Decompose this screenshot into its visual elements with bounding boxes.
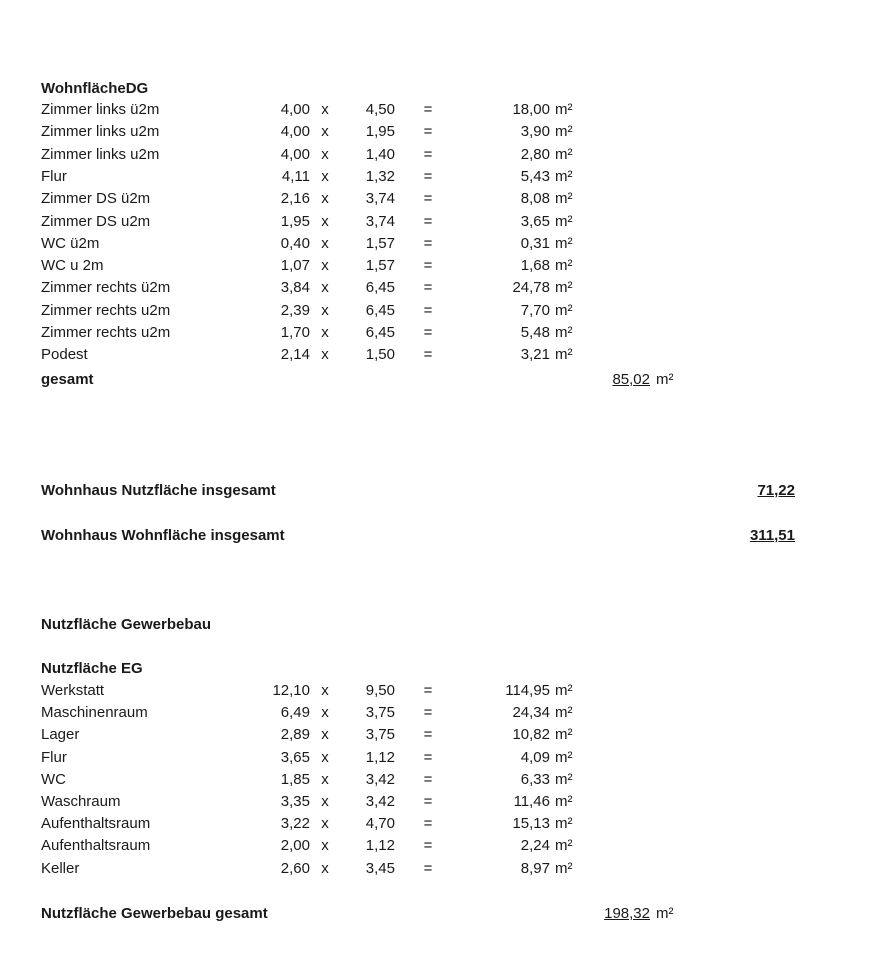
table-row <box>0 793 882 811</box>
area-unit: m² <box>555 212 573 230</box>
width-value: 4,50 <box>365 101 395 118</box>
equals-sign: = <box>423 279 433 297</box>
length-value: 2,89 <box>280 726 310 744</box>
area-unit: m² <box>555 123 573 141</box>
equals-sign: = <box>423 748 433 766</box>
area-unit: m² <box>555 682 573 699</box>
table-row <box>0 346 882 364</box>
room-name: Zimmer DS u2m <box>41 212 151 230</box>
equals-sign: = <box>423 301 433 319</box>
equals-sign: = <box>423 123 433 141</box>
width-value: 1,50 <box>365 346 395 364</box>
room-name: Zimmer links ü2m <box>41 101 160 118</box>
area-unit: m² <box>555 234 573 252</box>
times-sign: x <box>321 748 329 766</box>
area-value: 6,33 <box>520 770 550 788</box>
times-sign: x <box>321 301 329 319</box>
times-sign: x <box>321 257 329 275</box>
gewerbe-eg-heading: Nutzfläche EG <box>41 660 143 677</box>
equals-sign: = <box>423 346 433 364</box>
times-sign: x <box>321 167 329 185</box>
equals-sign: = <box>423 190 433 208</box>
table-row <box>0 302 882 320</box>
area-unit: m² <box>555 726 573 744</box>
area-value: 0,31 <box>520 234 550 252</box>
length-value: 1,70 <box>280 324 310 341</box>
equals-sign: = <box>423 257 433 275</box>
length-value: 6,49 <box>280 704 310 722</box>
room-name: Zimmer rechts u2m <box>41 324 171 341</box>
area-value: 18,00 <box>512 101 550 118</box>
times-sign: x <box>321 145 329 163</box>
length-value: 4,00 <box>280 123 310 141</box>
length-value: 4,00 <box>280 145 310 163</box>
area-value: 8,08 <box>520 190 550 208</box>
width-value: 6,45 <box>365 279 395 297</box>
area-unit: m² <box>555 167 573 185</box>
table-row <box>0 279 882 297</box>
room-name: WC u 2m <box>41 257 104 275</box>
gewerbe-total-unit: m² <box>656 905 674 922</box>
times-sign: x <box>321 793 329 810</box>
times-sign: x <box>321 123 329 141</box>
area-unit: m² <box>555 324 573 341</box>
times-sign: x <box>321 815 329 833</box>
area-unit: m² <box>555 190 573 208</box>
equals-sign: = <box>423 859 433 877</box>
equals-sign: = <box>423 101 433 118</box>
length-value: 3,22 <box>280 815 310 833</box>
table-row <box>0 749 882 767</box>
room-name: Zimmer links u2m <box>41 123 160 141</box>
room-name: Waschraum <box>41 793 121 810</box>
length-value: 12,10 <box>272 682 310 699</box>
area-unit: m² <box>555 279 573 297</box>
room-name: Aufenthaltsraum <box>41 837 151 855</box>
table-row <box>0 257 882 275</box>
length-value: 4,00 <box>280 101 310 118</box>
width-value: 3,45 <box>365 859 395 877</box>
area-unit: m² <box>555 859 573 877</box>
times-sign: x <box>321 837 329 855</box>
room-name: Zimmer rechts u2m <box>41 301 171 319</box>
room-name: Zimmer rechts ü2m <box>41 279 171 297</box>
equals-sign: = <box>423 167 433 185</box>
area-unit: m² <box>555 837 573 855</box>
table-row <box>0 235 882 253</box>
dg-total-value: 85,02 <box>612 371 650 388</box>
wohnhaus-nutzflaeche-label: Wohnhaus Nutzfläche insgesamt <box>41 482 276 499</box>
area-value: 3,65 <box>520 212 550 230</box>
table-row <box>0 771 882 789</box>
area-value: 11,46 <box>513 793 550 810</box>
equals-sign: = <box>423 234 433 252</box>
room-name: Zimmer DS ü2m <box>41 190 151 208</box>
table-row <box>0 101 882 119</box>
area-value: 4,09 <box>520 748 550 766</box>
length-value: 2,00 <box>280 837 310 855</box>
width-value: 3,74 <box>365 190 395 208</box>
area-value: 1,68 <box>520 257 550 275</box>
length-value: 0,40 <box>280 234 310 252</box>
times-sign: x <box>321 324 329 341</box>
gewerbe-title: Nutzfläche Gewerbebau <box>41 616 212 633</box>
room-name: Keller <box>41 859 80 877</box>
length-value: 1,85 <box>280 770 310 788</box>
area-value: 7,70 <box>520 301 550 319</box>
room-name: Maschinenraum <box>41 704 148 722</box>
room-name: Flur <box>41 167 67 185</box>
area-unit: m² <box>555 770 573 788</box>
room-name: Lager <box>41 726 80 744</box>
width-value: 1,12 <box>365 748 395 766</box>
length-value: 2,39 <box>280 301 310 319</box>
length-value: 4,11 <box>281 167 310 185</box>
dg-total-label: gesamt <box>41 371 94 388</box>
width-value: 1,40 <box>365 145 395 163</box>
length-value: 2,16 <box>280 190 310 208</box>
table-row <box>0 168 882 186</box>
width-value: 1,57 <box>365 234 395 252</box>
width-value: 1,12 <box>365 837 395 855</box>
area-value: 2,24 <box>520 837 550 855</box>
width-value: 6,45 <box>365 301 395 319</box>
area-unit: m² <box>555 101 573 118</box>
times-sign: x <box>321 859 329 877</box>
table-row <box>0 704 882 722</box>
times-sign: x <box>321 234 329 252</box>
length-value: 2,14 <box>280 346 310 364</box>
times-sign: x <box>321 770 329 788</box>
dg-total-unit: m² <box>656 371 674 388</box>
gewerbe-total-value: 198,32 <box>604 905 650 922</box>
area-unit: m² <box>555 301 573 319</box>
wohnhaus-wohnflaeche-label: Wohnhaus Wohnfläche insgesamt <box>41 527 285 544</box>
times-sign: x <box>321 212 329 230</box>
times-sign: x <box>321 346 329 364</box>
length-value: 3,35 <box>280 793 310 810</box>
width-value: 9,50 <box>365 682 395 699</box>
area-value: 10,82 <box>512 726 550 744</box>
area-value: 3,21 <box>520 346 550 364</box>
room-name: Werkstatt <box>41 682 105 699</box>
dg-heading: WohnflächeDG <box>41 80 149 97</box>
times-sign: x <box>321 190 329 208</box>
equals-sign: = <box>423 704 433 722</box>
length-value: 1,07 <box>280 257 310 275</box>
table-row <box>0 324 882 342</box>
room-name: Zimmer links u2m <box>41 145 160 163</box>
table-row <box>0 860 882 878</box>
area-unit: m² <box>555 346 573 364</box>
area-value: 5,48 <box>520 324 550 341</box>
times-sign: x <box>321 279 329 297</box>
area-value: 5,43 <box>520 167 550 185</box>
equals-sign: = <box>423 793 433 810</box>
width-value: 3,75 <box>365 704 395 722</box>
area-unit: m² <box>555 815 573 833</box>
room-name: WC <box>41 770 66 788</box>
table-row <box>0 146 882 164</box>
table-row <box>0 682 882 700</box>
width-value: 3,42 <box>365 793 395 810</box>
times-sign: x <box>321 682 329 699</box>
equals-sign: = <box>423 770 433 788</box>
area-value: 24,34 <box>512 704 550 722</box>
area-unit: m² <box>555 704 573 722</box>
area-unit: m² <box>555 793 573 810</box>
area-value: 8,97 <box>520 859 550 877</box>
wohnhaus-wohnflaeche-value: 311,51 <box>749 527 795 544</box>
equals-sign: = <box>423 324 433 341</box>
table-row <box>0 123 882 141</box>
area-unit: m² <box>555 145 573 163</box>
width-value: 3,74 <box>365 212 395 230</box>
area-unit: m² <box>555 748 573 766</box>
times-sign: x <box>321 726 329 744</box>
equals-sign: = <box>423 682 433 699</box>
table-row <box>0 726 882 744</box>
equals-sign: = <box>423 837 433 855</box>
times-sign: x <box>321 704 329 722</box>
equals-sign: = <box>423 726 433 744</box>
width-value: 3,75 <box>365 726 395 744</box>
width-value: 6,45 <box>365 324 395 341</box>
area-value: 24,78 <box>512 279 550 297</box>
table-row <box>0 213 882 231</box>
area-unit: m² <box>555 257 573 275</box>
length-value: 1,95 <box>280 212 310 230</box>
width-value: 3,42 <box>365 770 395 788</box>
area-value: 114,95 <box>505 682 550 699</box>
room-name: Flur <box>41 748 67 766</box>
area-value: 2,80 <box>520 145 550 163</box>
equals-sign: = <box>423 815 433 833</box>
area-value: 15,13 <box>512 815 550 833</box>
length-value: 2,60 <box>280 859 310 877</box>
equals-sign: = <box>423 145 433 163</box>
table-row <box>0 837 882 855</box>
wohnhaus-nutzflaeche-value: 71,22 <box>757 482 795 499</box>
equals-sign: = <box>423 212 433 230</box>
table-row <box>0 815 882 833</box>
width-value: 1,95 <box>365 123 395 141</box>
room-name: WC ü2m <box>41 234 100 252</box>
times-sign: x <box>321 101 329 118</box>
table-row <box>0 190 882 208</box>
length-value: 3,65 <box>280 748 310 766</box>
width-value: 4,70 <box>365 815 395 833</box>
length-value: 3,84 <box>280 279 310 297</box>
area-value: 3,90 <box>520 123 550 141</box>
width-value: 1,57 <box>365 257 395 275</box>
width-value: 1,32 <box>365 167 395 185</box>
room-name: Podest <box>41 346 88 364</box>
gewerbe-total-label: Nutzfläche Gewerbebau gesamt <box>41 905 268 922</box>
room-name: Aufenthaltsraum <box>41 815 151 833</box>
